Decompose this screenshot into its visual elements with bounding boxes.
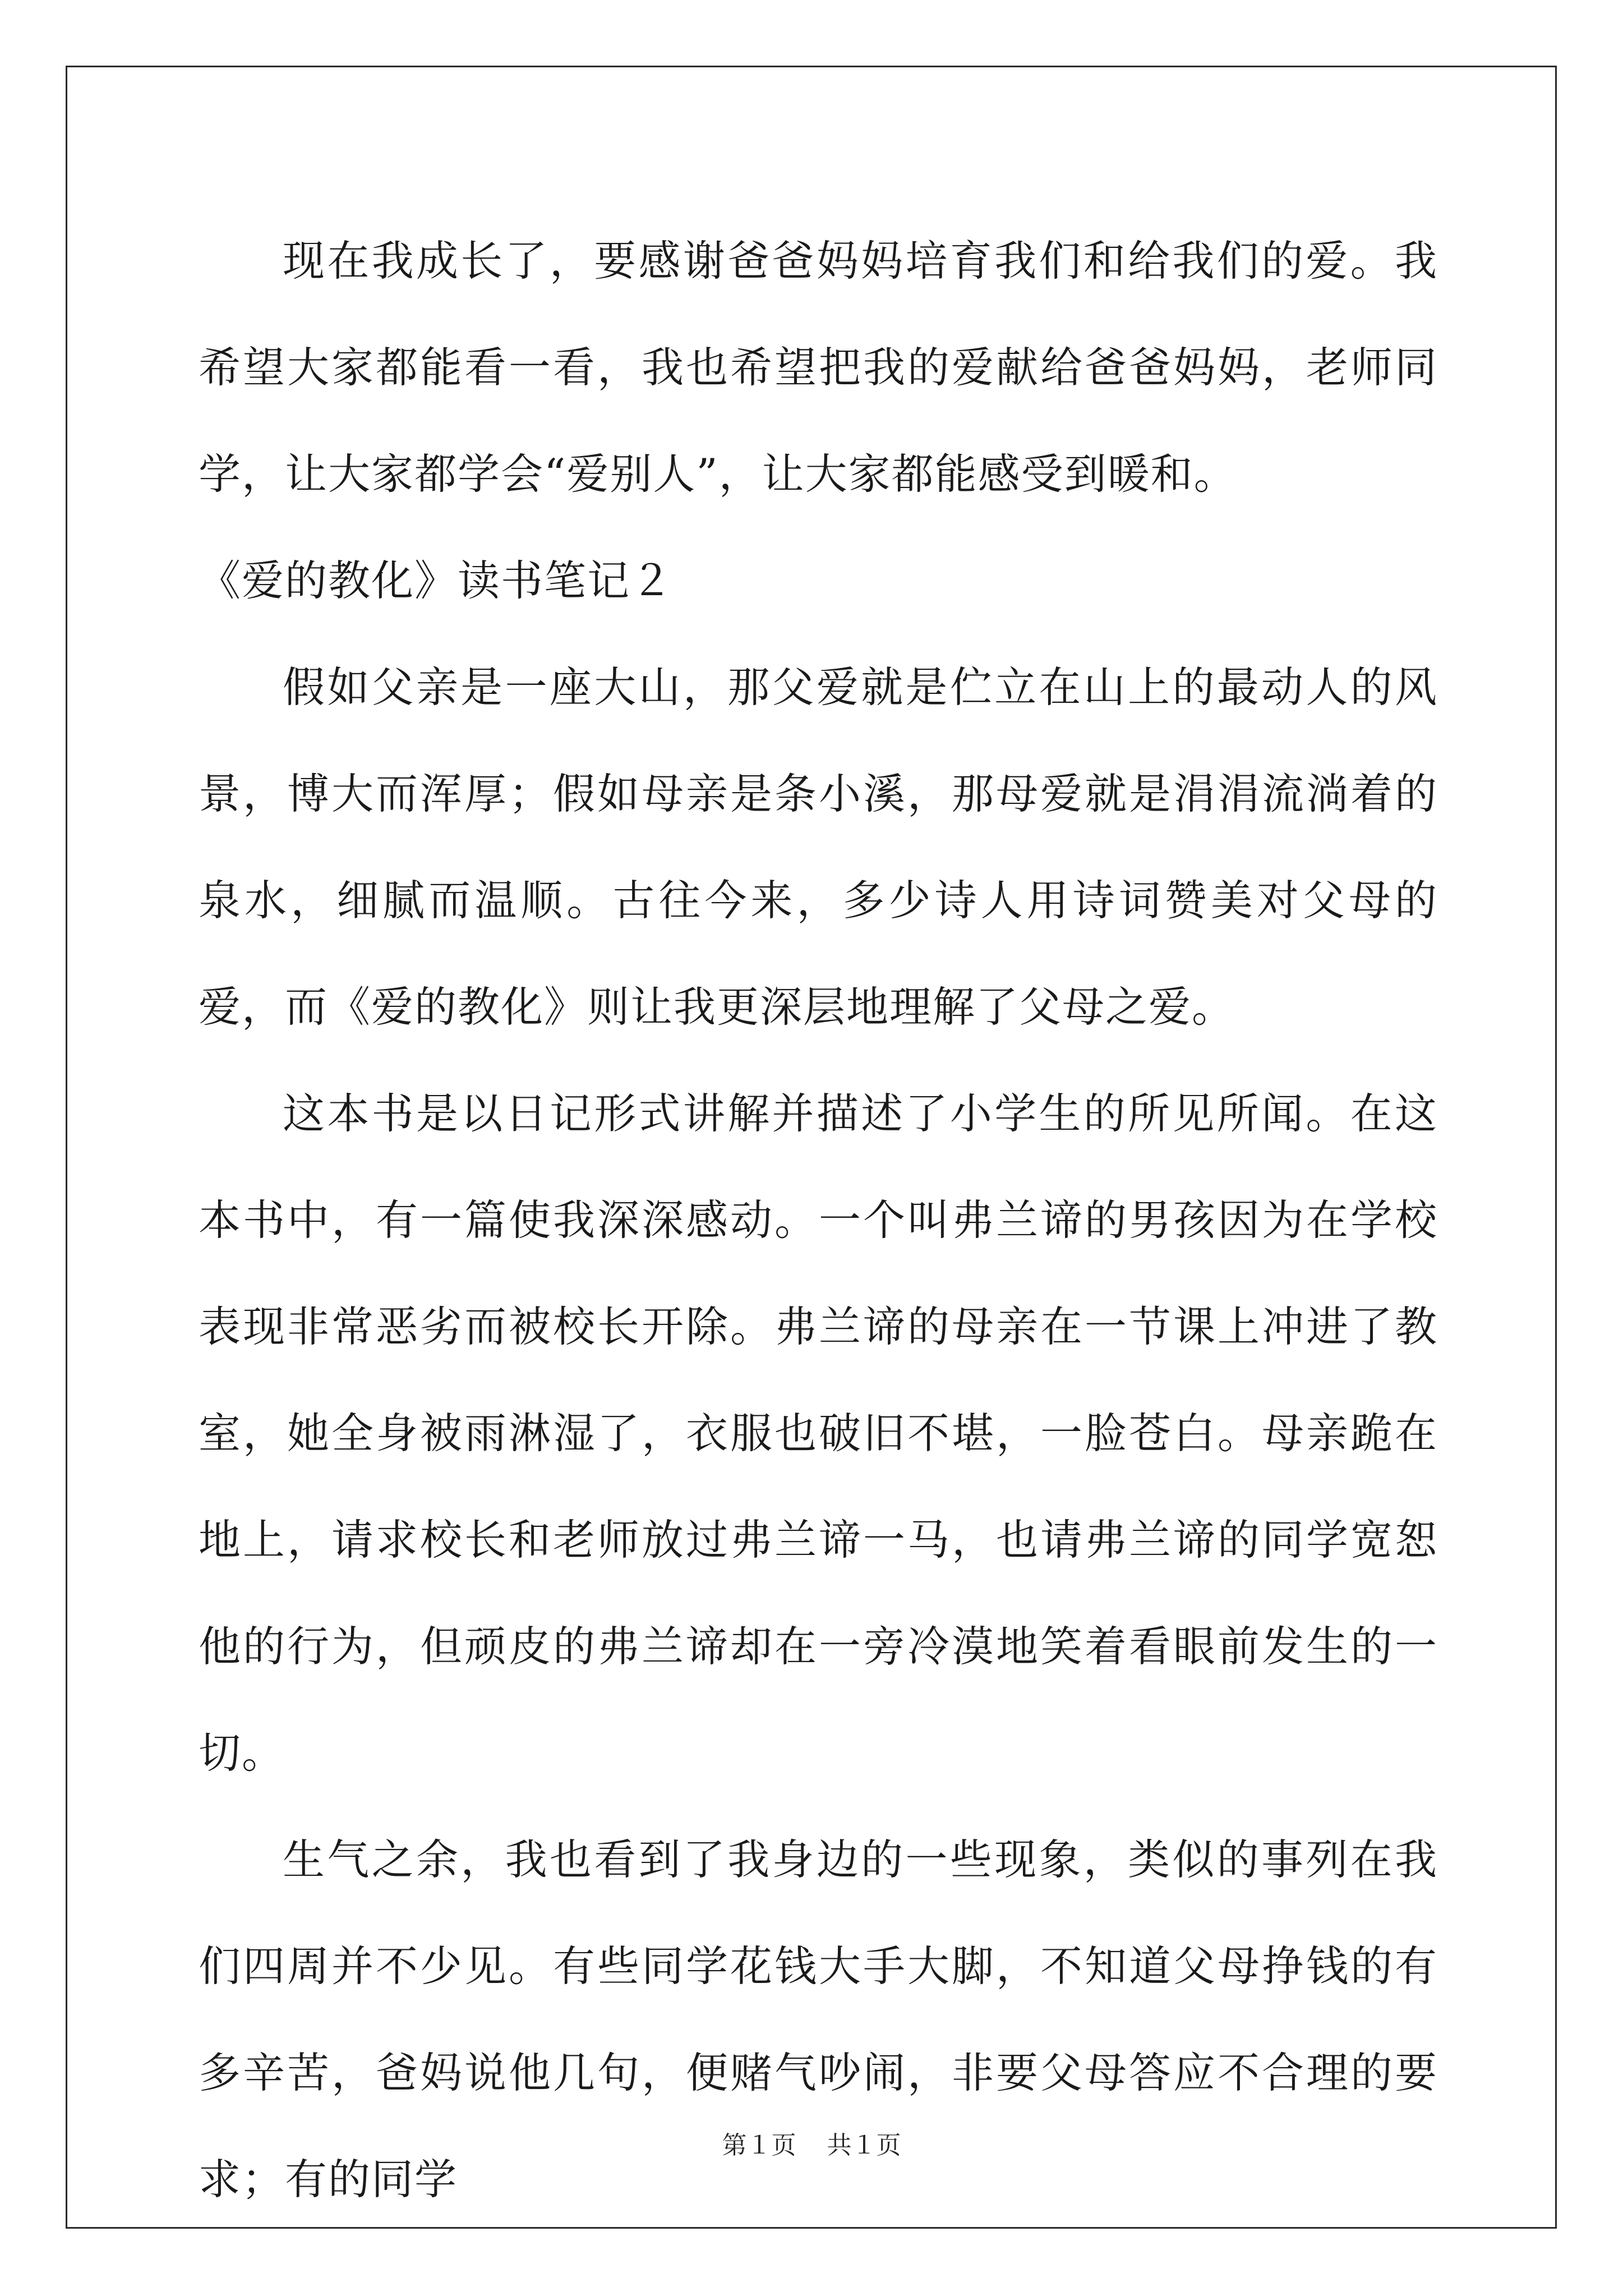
paragraph: 这本书是以日记形式讲解并描述了小学生的所见所闻。在这本书中，有一篇使我深深感动。一个叫弗兰谛的男孩因为在学校表现非常恶劣而被校长开除。弗兰谛的母亲在一节课上冲进了教室，她全身被雨淋湿了，衣服也破旧不堪，一脸苍白。母亲跪在地上，请求校长和老师放过弗兰谛一马，也请弗兰谛的同学宽恕他的行为，但顽皮的弗兰谛却在一旁冷漠地笑着看眼前发生的一切。 <box>199 1089 1438 1778</box>
paragraph: 假如父亲是一座大山，那父爱就是伫立在山上的最动人的风景，博大而浑厚；假如母亲是条小溪，那母爱就是涓涓流淌着的泉水，细腻而温顺。古往今来，多少诗人用诗词赞美对父母的爱，而《爱的教化》则让我更深层地理解了父母之爱。 <box>199 662 1438 1032</box>
paragraph: 现在我成长了，要感谢爸爸妈妈培育我们和给我们的爱。我希望大家都能看一看，我也希望把我的爱献给爸爸妈妈，老师同学，让大家都学会“爱别人”，让大家都能感受到暖和。 <box>199 236 1438 499</box>
page-total: 共１页 <box>827 2132 901 2159</box>
section-title: 《爱的教化》读书笔记２ <box>199 556 674 605</box>
paragraph: 生气之余，我也看到了我身边的一些现象，类似的事列在我们四周并不少见。有些同学花钱大手大脚，不知道父母挣钱的有多辛苦，爸妈说他几句，便赌气吵闹，非要父母答应不合理的要求；有的同学 <box>199 1835 1438 2204</box>
document-body <box>199 208 1438 2233</box>
page-footer <box>0 2125 1623 2161</box>
page-number: 第１页 <box>722 2132 796 2159</box>
